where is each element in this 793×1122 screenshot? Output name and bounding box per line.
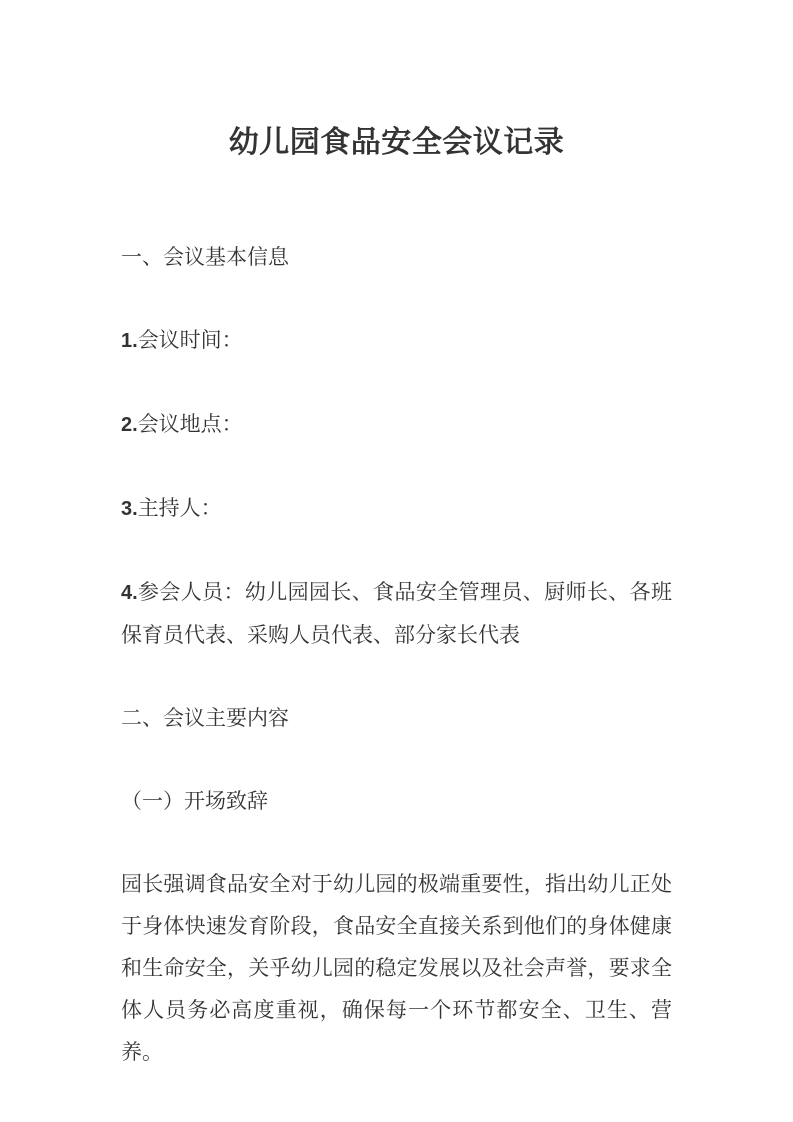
- document-title: 幼儿园食品安全会议记录: [228, 126, 565, 159]
- section-heading-basic-info: 一、会议基本信息: [121, 245, 289, 269]
- meeting-time-label: 会议时间：: [137, 328, 243, 352]
- meeting-place-item: [121, 403, 672, 446]
- subsection-heading-opening-remarks: （一）开场致辞: [121, 789, 268, 813]
- section-heading-main-content: 二、会议主要内容: [121, 706, 289, 730]
- item-number-2: 2.: [121, 414, 138, 436]
- meeting-attendees-text: 参会人员：幼儿园园长、食品安全管理员、厨师长、各班保育员代表、采购人员代表、部分家长代表: [121, 580, 672, 647]
- item-number-3: 3.: [121, 498, 138, 520]
- meeting-place-label: 会议地点：: [137, 412, 243, 436]
- item-number-1: 1.: [121, 330, 138, 352]
- meeting-host-item: [121, 487, 672, 530]
- opening-remarks-paragraph: 园长强调食品安全对于幼儿园的极端重要性，指出幼儿正处于身体快速发育阶段，食品安全直接关系到他们的身体健康和生命安全，关乎幼儿园的稳定发展以及社会声誉，要求全体人员务必高度重视，确保每一个环节都安全、卫生、营养。: [121, 872, 672, 1064]
- item-number-4: 4.: [121, 582, 138, 604]
- meeting-attendees-item: [121, 571, 672, 656]
- meeting-time-item: [121, 319, 672, 362]
- meeting-host-label: 主持人：: [137, 496, 222, 520]
